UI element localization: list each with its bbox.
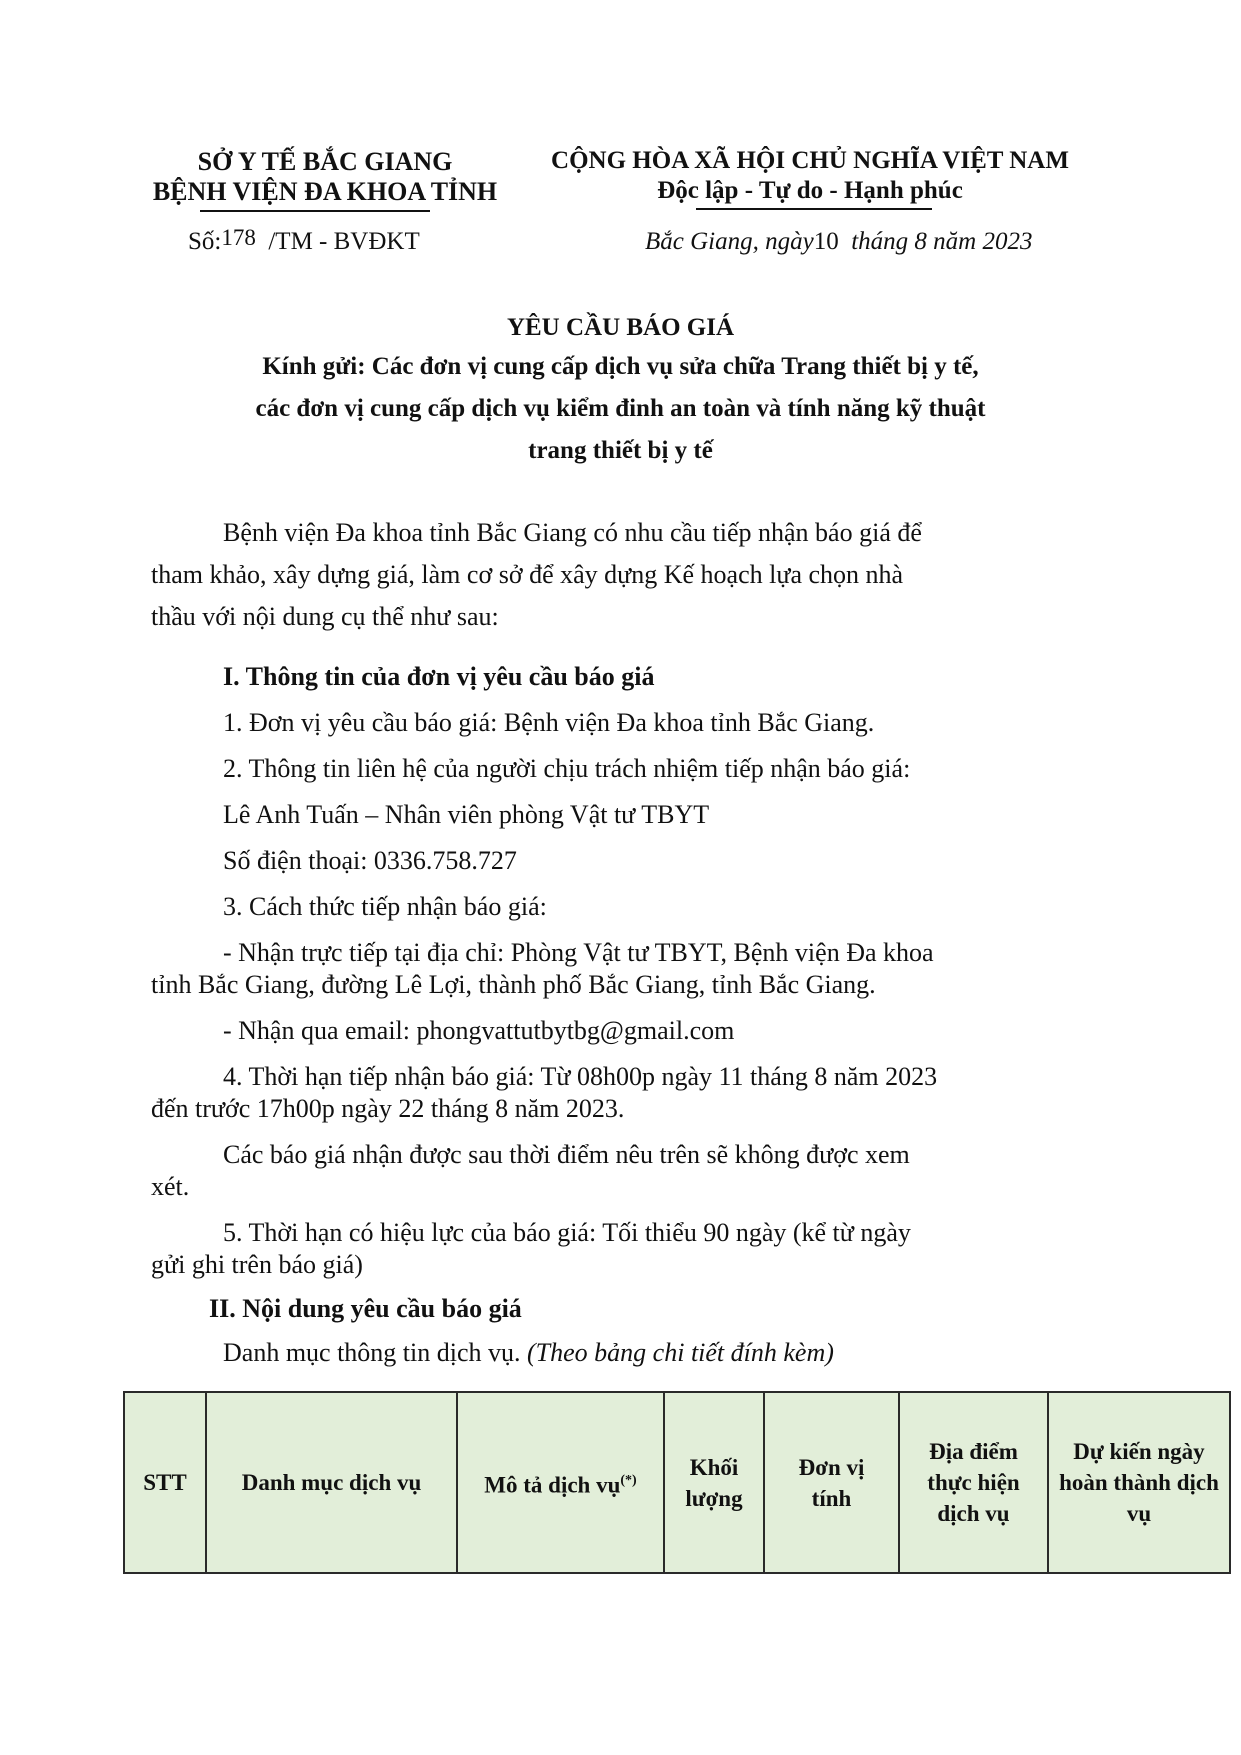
column-header-location: Địa điểm thực hiện dịch vụ — [899, 1392, 1048, 1573]
section-1-heading: I. Thông tin của đơn vị yêu cầu báo giá — [223, 662, 655, 691]
intro-line-2: tham khảo, xây dựng giá, làm cơ sở để xây dựng Kế hoạch lựa chọn nhà — [151, 560, 904, 589]
doc-number-prefix: Số: — [188, 228, 222, 255]
section-1-item-2: 2. Thông tin liên hệ của người chịu trách nhiệm tiếp nhận báo giá: — [223, 754, 911, 783]
header-left-underline — [200, 210, 430, 212]
column-header-expected-completion: Dự kiến ngày hoàn thành dịch vụ — [1048, 1392, 1230, 1573]
date-suffix: tháng 8 năm 2023 — [851, 228, 1033, 255]
date-day: 10 — [813, 228, 839, 255]
service-list-text: Danh mục thông tin dịch vụ. — [223, 1338, 521, 1367]
email-delivery: - Nhận qua email: phongvattutbytbg@gmail.com — [223, 1016, 735, 1045]
column-header-service-description — [457, 1392, 664, 1573]
contact-phone: Số điện thoại: 0336.758.727 — [223, 846, 517, 875]
section-1-item-4-line-1: 4. Thời hạn tiếp nhận báo giá: Từ 08h00p ngày 11 tháng 8 năm 2023 — [223, 1062, 938, 1091]
intro-line-1: Bệnh viện Đa khoa tỉnh Bắc Giang có nhu cầu tiếp nhận báo giá để — [223, 518, 922, 547]
service-list-label — [223, 1340, 834, 1366]
date-prefix: Bắc Giang, ngày — [645, 228, 814, 255]
section-1-item-5-line-2: gửi ghi trên báo giá) — [151, 1250, 363, 1279]
service-description-label: Mô tả dịch vụ — [484, 1472, 621, 1498]
late-notice-line-2: xét. — [151, 1172, 190, 1201]
direct-delivery-line-1: - Nhận trực tiếp tại địa chỉ: Phòng Vật tư TBYT, Bệnh viện Đa khoa — [223, 938, 934, 967]
column-header-quantity: Khối lượng — [664, 1392, 764, 1573]
national-title: CỘNG HÒA XÃ HỘI CHỦ NGHĨA VIỆT NAM — [551, 147, 1069, 174]
document-title: YÊU CẦU BÁO GIÁ — [506, 314, 735, 341]
header-right-underline — [696, 208, 932, 210]
column-header-unit: Đơn vị tính — [764, 1392, 899, 1573]
section-1-item-1: 1. Đơn vị yêu cầu báo giá: Bệnh viện Đa khoa tỉnh Bắc Giang. — [223, 708, 875, 737]
section-1-item-3: 3. Cách thức tiếp nhận báo giá: — [223, 892, 547, 921]
doc-number-value: 178 — [221, 225, 256, 250]
recipient-line-1: Kính gửi: Các đơn vị cung cấp dịch vụ sửa chữa Trang thiết bị y tế, — [262, 353, 979, 380]
service-list-note: (Theo bảng chi tiết đính kèm) — [527, 1338, 834, 1367]
recipient-line-3: trang thiết bị y tế — [528, 437, 713, 464]
section-1-item-4-line-2: đến trước 17h00p ngày 22 tháng 8 năm 2023. — [151, 1094, 625, 1123]
column-header-service-category: Danh mục dịch vụ — [206, 1392, 457, 1573]
late-notice-line-1: Các báo giá nhận được sau thời điểm nêu trên sẽ không được xem — [223, 1140, 910, 1169]
service-description-footnote-mark: (*) — [620, 1472, 637, 1488]
hospital-name: BỆNH VIỆN ĐA KHOA TỈNH — [152, 177, 498, 206]
document-number — [188, 225, 420, 256]
section-2-heading: II. Nội dung yêu cầu báo giá — [209, 1294, 522, 1323]
intro-line-3: thầu với nội dung cụ thể như sau: — [151, 602, 499, 631]
recipient-line-2: các đơn vị cung cấp dịch vụ kiểm đinh an toàn và tính năng kỹ thuật — [255, 395, 986, 422]
document-date — [645, 228, 1032, 256]
section-1-item-5-line-1: 5. Thời hạn có hiệu lực của báo giá: Tối thiểu 90 ngày (kể từ ngày — [223, 1218, 911, 1247]
doc-number-suffix: /TM - BVĐKT — [268, 228, 420, 255]
table-header-row — [124, 1392, 1230, 1573]
direct-delivery-line-2: tỉnh Bắc Giang, đường Lê Lợi, thành phố Bắc Giang, tỉnh Bắc Giang. — [151, 970, 876, 999]
service-table — [123, 1391, 1231, 1574]
national-motto: Độc lập - Tự do - Hạnh phúc — [657, 177, 963, 204]
column-header-stt: STT — [124, 1392, 206, 1573]
agency-name: SỞ Y TẾ BẮC GIANG — [197, 147, 453, 176]
contact-person: Lê Anh Tuấn – Nhân viên phòng Vật tư TBYT — [223, 800, 710, 829]
